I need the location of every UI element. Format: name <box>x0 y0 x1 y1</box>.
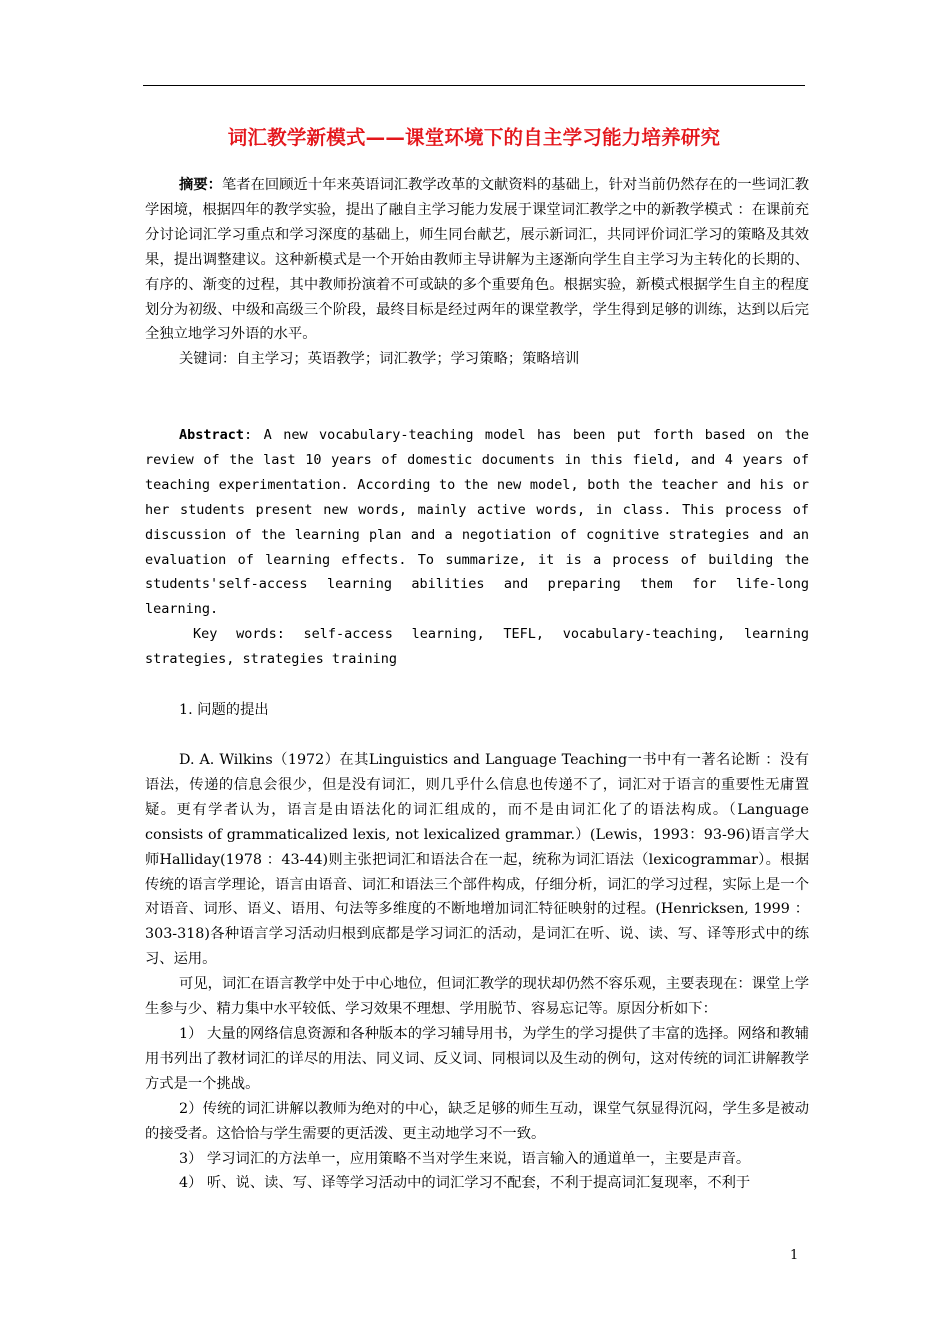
en-abstract <box>145 423 809 672</box>
en-keywords: Key words: self-access learning, TEFL, vocabulary-teaching, learning strategies, strategies training <box>145 626 809 668</box>
cn-abstract <box>145 173 809 372</box>
list-item-3: 3） 学习词汇的方法单一，应用策略不当对学生来说，语言输入的通道单一，主要是声音。 <box>179 1150 751 1167</box>
list-item-2: 2）传统的词汇讲解以教师为绝对的中心，缺乏足够的师生互动，课堂气氛显得沉闷，学生多是被动的接受者。这恰恰与学生需要的更活泼、更主动地学习不一致。 <box>145 1100 809 1142</box>
list-item-1: 1） 大量的网络信息资源和各种版本的学习辅导用书，为学生的学习提供了丰富的选择。网络和教辅用书列出了教材词汇的详尽的用法、同义词、反义词、同根词以及生动的例句，这对传统的词汇讲解教学方式是一个挑战。 <box>145 1025 809 1092</box>
en-abstract-text: : A new vocabulary-teaching model has been put forth based on the review of the last 10 years of domestic documents in this field, and 4 years of teaching experimentation. According to the new model, both the teacher and his or her students present new words, mainly active words, in class. This process of discussion of the learning plan and a negotiation of cognitive strategies and an evaluation of learning effects. To summarize, it is a process of building the students'self-access learning abilities and preparing them for life-long learning. <box>145 427 809 618</box>
section-1-heading-block <box>145 698 809 723</box>
section-1-body <box>145 748 809 1196</box>
header-rule <box>143 85 805 86</box>
cn-keywords: 关键词：自主学习；英语教学；词汇教学；学习策略；策略培训 <box>179 351 580 368</box>
paper-title: 词汇教学新模式——课堂环境下的自主学习能力培养研究 <box>227 126 721 149</box>
body-paragraph-1: D. A. Wilkins（1972）在其Linguistics and Language Teaching一书中有一著名论断 ：没有语法，传递的信息会很少，但是没有词汇，则几乎什么信息也传递不了，词汇对于语言的重要性无庸置疑。更有学者认为，语言是由语法化的词汇组成的，而不是由词汇化了的语法构成。（Language consists of grammaticalized lexis, not lexicalized grammar.）(Lewis，1993：93-96)语言学大师Halliday(1978 ：43-44)则主张把词汇和语法合在一起，统称为词汇语法（lexicogrammar）。根据传统的语言学理论，语言由语音、词汇和语法三个部件构成，仔细分析，词汇的学习过程，实际上是一个对语音、词形、语义、语用、句法等多维度的不断地增加词汇特征映射的过程。(Henricksen, 1999 ：303-318)各种语言学习活动归根到底都是学习词汇的活动，是词汇在听、说、读、写、译等形式中的练习、运用。 <box>145 752 809 968</box>
en-abstract-paragraph <box>145 423 809 622</box>
en-abstract-label: Abstract <box>179 427 245 443</box>
cn-abstract-text: 笔者在回顾近十年来英语词汇教学改革的文献资料的基础上，针对当前仍然存在的一些词汇教学困境，根据四年的教学实验，提出了融自主学习能力发展于课堂词汇教学之中的新教学模式 ：在课前充分讨论词汇学习重点和学习深度的基础上，师生同台献艺，展示新词汇，共同评价词汇学习的策略及其效果，提出调整建议。这种新模式是一个开始由教师主导讲解为主逐渐向学生自主学习为主转化的长期的、有序的、渐变的过程，其中教师扮演着不可或缺的多个重要角色。根据实验，新模式根据学生自主的程度划分为初级、中级和高级三个阶段，最终目标是经过两年的课堂教学，学生得到足够的训练，达到以后完全独立地学习外语的水平。 <box>145 177 810 343</box>
page-number: 1 <box>790 1248 799 1263</box>
list-item-4: 4） 听、说、读、写、译等学习活动中的词汇学习不配套，不利于提高词汇复现率，不利于 <box>179 1175 751 1192</box>
section-heading: 1. 问题的提出 <box>179 702 269 718</box>
cn-abstract-label: 摘要： <box>179 177 222 193</box>
body-paragraph-2: 可见，词汇在语言教学中处于中心地位，但词汇教学的现状却仍然不容乐观，主要表现在：课堂上学生参与少、精力集中水平较低、学习效果不理想、学用脱节、容易忘记等。原因分析如下： <box>145 976 809 1018</box>
cn-abstract-paragraph <box>145 173 809 347</box>
